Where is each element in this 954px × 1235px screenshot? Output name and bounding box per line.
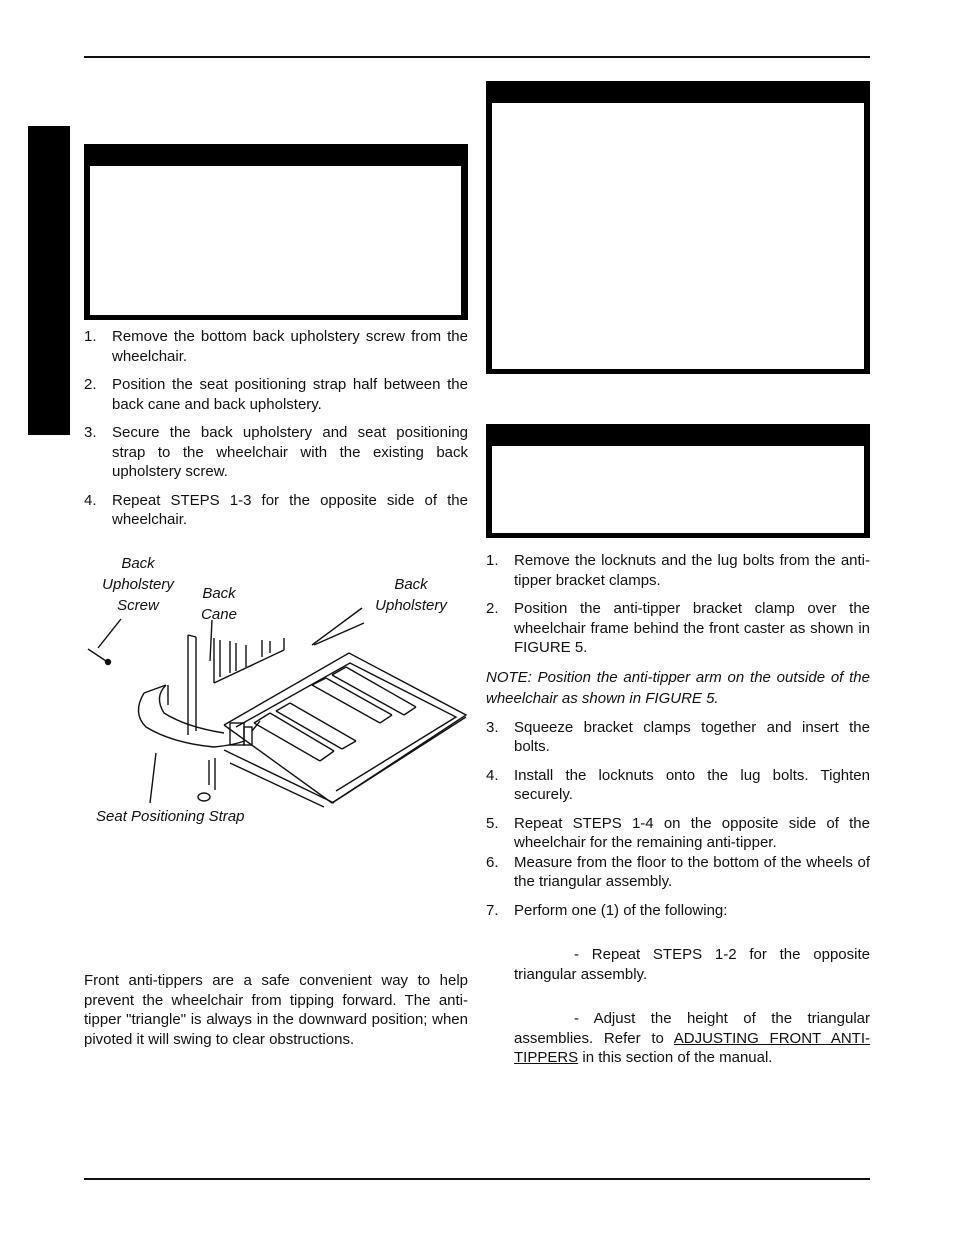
right-step-2: 2. Position the anti-tipper bracket clamp over the wheelchair frame behind the front caster as shown in FIGURE 5. [486,600,870,656]
bottom-rule [84,1178,870,1180]
right-warning-box [486,81,870,374]
figure-label-screw: Back Upholstery Screw [102,555,174,614]
left-step-2: 2. Position the seat positioning strap half between the back cane and back upholstery. [84,376,468,413]
figure-label-strap: Seat Positioning Strap [96,808,245,825]
right-step-6: 6. Measure from the floor to the bottom of the wheels of the triangular assembly. [486,853,870,890]
section-side-tab [28,126,70,435]
left-warning-box [84,144,468,320]
left-step-4: 4. Repeat STEPS 1-3 for the opposite side of the wheelchair. [84,491,468,528]
left-steps [84,327,468,539]
right-note: NOTE: Position the anti-tipper arm on the outside of the wheelchair as shown in FIGURE 5. [486,668,870,707]
right-step-7: 7. Perform one (1) of the following: [486,901,728,919]
option-2: - Adjust the height of the triangular assemblies. Refer to ADJUSTING FRONT ANTI-TIPPERS in this section of the manual. [514,1010,871,1066]
right-steps [486,551,870,1068]
figure-label-upholstery: Back Upholstery [375,576,447,614]
right-step-3: 3. Squeeze bracket clamps together and insert the bolts. [486,718,870,755]
right-step-1: 1. Remove the locknuts and the lug bolts from the anti-tipper bracket clamps. [486,552,870,589]
top-rule [84,56,870,58]
right-step-4: 4. Install the locknuts onto the lug bolts. Tighten securely. [486,766,870,803]
left-intro [84,971,468,1049]
anti-tipper-intro: Front anti-tippers are a safe convenient way to help prevent the wheelchair from tipping forward. The anti-tipper "triangle" is always in the downward position; when pivoted it will swing to clear obstructions. [84,972,468,1048]
left-step-3: 3. Secure the back upholstery and seat positioning strap to the wheelchair with the existing back upholstery screw. [84,424,468,480]
right-caution-box [486,424,870,538]
right-step-5: 5. Repeat STEPS 1-4 on the opposite side of the wheelchair for the remaining anti-tipper. [486,814,870,851]
adjusting-anti-tippers-ref: ADJUSTING FRONT ANTI-TIPPERS [514,1029,871,1066]
figure-label-cane: Back Cane [201,585,237,623]
left-step-1: 1. Remove the bottom back upholstery screw from the wheelchair. [84,328,468,365]
option-1: - Repeat STEPS 1-2 for the opposite triangular assembly. [514,946,870,983]
